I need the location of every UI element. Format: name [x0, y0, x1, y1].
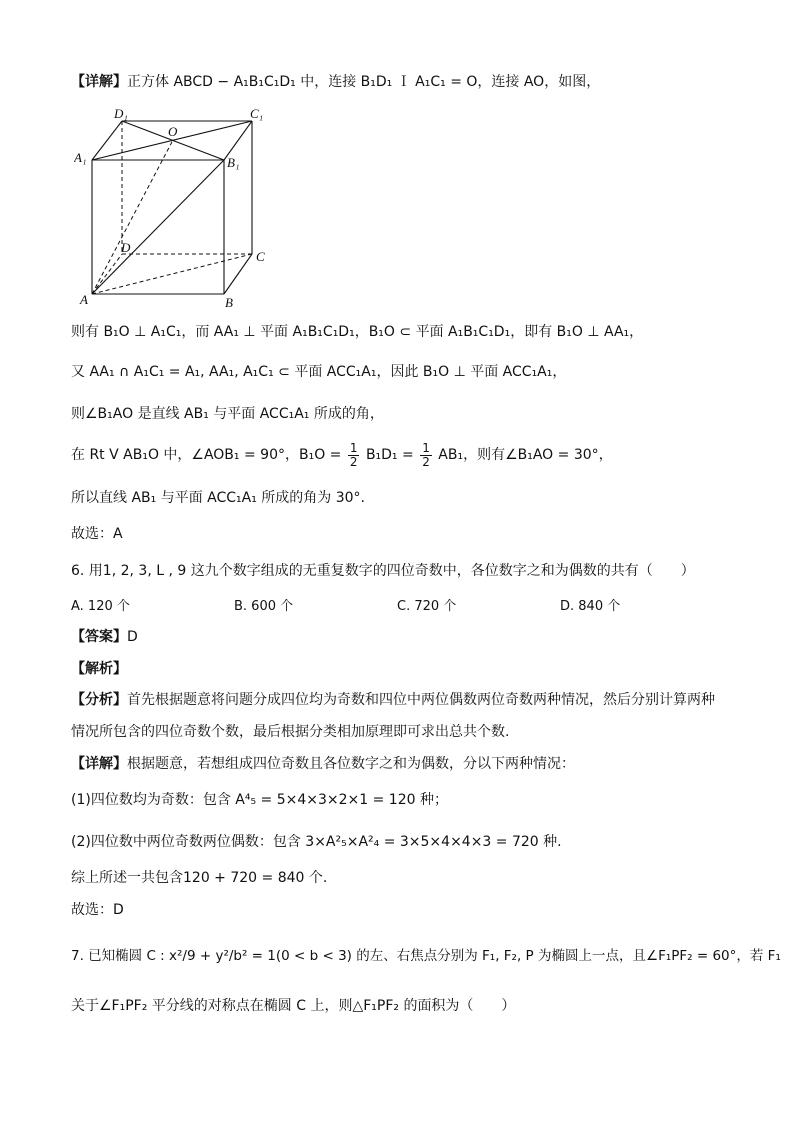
q6-option-d: D. 840 个	[560, 599, 621, 614]
q5-detail-line1	[71, 72, 600, 92]
q6-detail-intro	[71, 754, 575, 774]
q5-detail-line6: 所以直线 AB₁ 与平面 ACC₁A₁ 所成的角为 30°.	[71, 490, 365, 506]
q5-detail-line4: 则∠B₁AO 是直线 AB₁ 与平面 ACC₁A₁ 所成的角，	[71, 406, 384, 422]
label-A: A	[80, 292, 88, 307]
line5-b: B₁D₁ =	[365, 447, 414, 463]
q6-stem: 6. 用1, 2, 3, L , 9 这九个数字组成的无重复数字的四位奇数中，各位数字之和为偶数的共有（ ）	[71, 563, 695, 579]
label-D: D	[121, 240, 131, 255]
detail-label-2: 【详解】	[71, 756, 127, 772]
fraction-half-2	[420, 442, 432, 469]
label-C: C	[256, 249, 265, 264]
label-C1: C₁	[250, 106, 264, 121]
frac-num-2: 1	[422, 440, 430, 455]
fenxi-label: 【分析】	[71, 692, 127, 708]
answer-label: 【答案】	[71, 629, 127, 645]
q7-line1: 7. 已知椭圆 C : x²/9 + y²/b² = 1(0 < b < 3) 的左、右焦点分别为 F₁, F₂, P 为椭圆上一点，且∠F₁PF₂ = 60°，若 F₁	[71, 948, 781, 964]
frac-den-2: 2	[422, 454, 430, 469]
frac-den: 2	[349, 454, 358, 469]
detail-intro-text: 根据题意，若想组成四位奇数且各位数字之和为偶数，分以下两种情况：	[127, 756, 575, 772]
label-B: B	[225, 295, 233, 309]
q5-detail-line2: 则有 B₁O ⊥ A₁C₁，而 AA₁ ⊥ 平面 A₁B₁C₁D₁，B₁O ⊂ 平面 A₁B₁C₁D₁，即有 B₁O ⊥ AA₁，	[71, 324, 644, 340]
q5-answer: 故选：A	[71, 526, 123, 542]
q6-choose: 故选：D	[71, 902, 124, 918]
line5-c: AB₁，则有∠B₁AO = 30°，	[438, 447, 613, 463]
answer-value: D	[127, 629, 138, 645]
fraction-half-1	[348, 442, 360, 469]
q6-option-c: C. 720 个	[397, 599, 457, 614]
cube-figure	[74, 104, 274, 309]
q6-option-a: A. 120 个	[71, 599, 130, 614]
q5-detail-line3: 又 AA₁ ∩ A₁C₁ = A₁, AA₁, A₁C₁ ⊂ 平面 ACC₁A₁，因此 B₁O ⊥ 平面 ACC₁A₁，	[71, 364, 567, 380]
q6-fenxi-line1	[71, 690, 715, 710]
detail-label: 【详解】	[71, 74, 127, 90]
fenxi-text-1: 首先根据题意将问题分成四位均为奇数和四位中两位偶数两位奇数两种情况，然后分别计算两种	[127, 692, 715, 708]
label-A1: A₁	[74, 150, 87, 165]
q5-detail-line5	[71, 440, 613, 470]
q6-answer	[71, 627, 138, 647]
q6-case2: (2)四位数中两位奇数两位偶数：包含 3×A²₅×A²₄ = 3×5×4×4×3 = 720 种.	[71, 834, 562, 850]
label-B1: B₁	[227, 155, 240, 170]
q7-line2: 关于∠F₁PF₂ 平分线的对称点在椭圆 C 上，则△F₁PF₂ 的面积为（ ）	[71, 998, 516, 1014]
frac-num: 1	[349, 440, 358, 455]
q6-analysis-label: 【解析】	[71, 661, 127, 677]
q6-fenxi-line2: 情况所包含的四位奇数个数，最后根据分类相加原理即可求出总共个数.	[71, 724, 510, 740]
q6-summary: 综上所述一共包含120 + 720 = 840 个.	[71, 870, 328, 886]
line5-a: 在 Rt V AB₁O 中，∠AOB₁ = 90°，B₁O =	[71, 447, 342, 463]
label-D1: D₁	[114, 106, 128, 121]
detail-text: 正方体 ABCD − A₁B₁C₁D₁ 中，连接 B₁D₁ Ｉ A₁C₁ = O，连接 AO，如图，	[127, 74, 601, 90]
label-O: O	[168, 124, 178, 139]
q6-option-b: B. 600 个	[234, 599, 294, 614]
q6-case1: (1)四位数均为奇数：包含 A⁴₅ = 5×4×3×2×1 = 120 种；	[71, 792, 448, 808]
